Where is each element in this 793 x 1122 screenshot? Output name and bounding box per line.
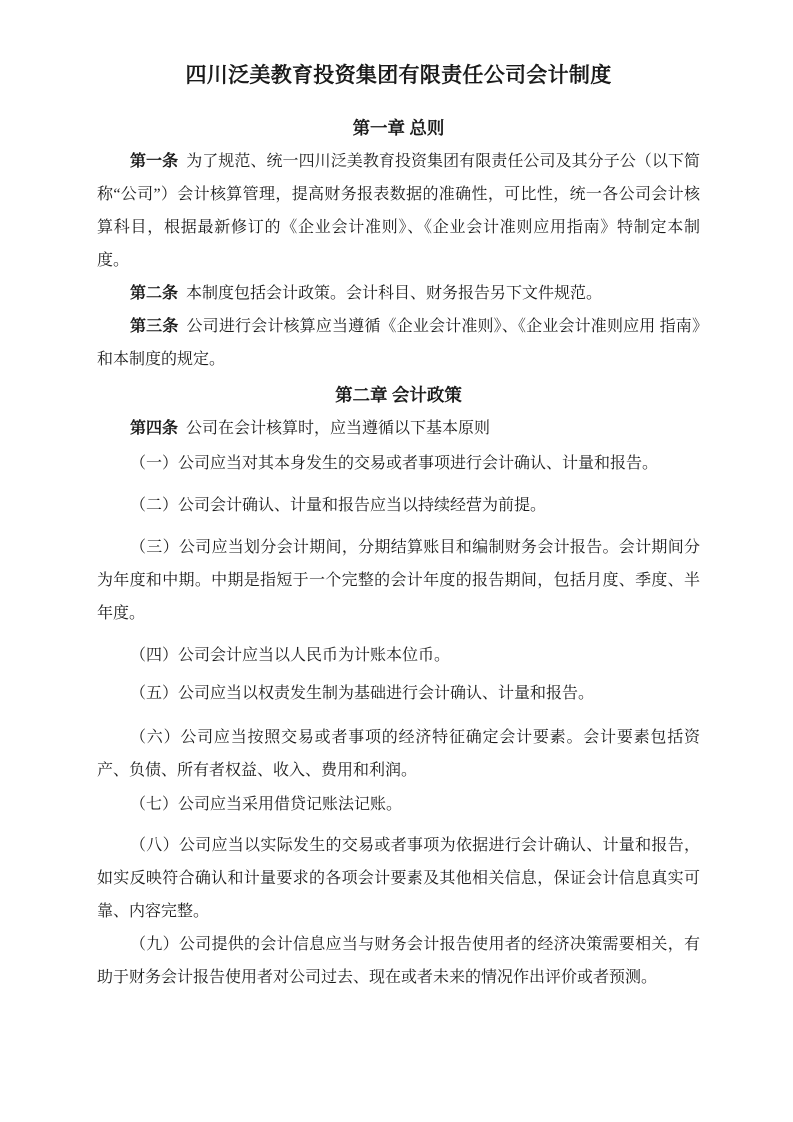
article-3 (97, 310, 700, 376)
principle-item-8: （八）公司应当以实际发生的交易或者事项为依据进行会计确认、计量和报告，如实反映符合确认和计量要求的各项会计要素及其他相关信息，保证会计信息真实可靠、内容完整。 (97, 837, 700, 920)
article-4 (97, 412, 700, 445)
article-2 (97, 277, 700, 310)
article-3-label: 第三条 (130, 318, 179, 335)
principle-item-2: （二）公司会计确认、计量和报告应当以持续经营为前提。 (130, 497, 547, 514)
article-2-label: 第二条 (130, 285, 179, 302)
principle-item-4: （四）公司会计应当以人民币为计账本位币。 (130, 647, 451, 664)
principle-item-6: （六）公司应当按照交易或者事项的经济特征确定会计要素。会计要素包括资产、负债、所有者权益、收入、费用和利润。 (97, 729, 700, 779)
chapter-2-heading: 第二章 会计政策 (335, 385, 462, 405)
article-4-label: 第四条 (130, 420, 179, 437)
document-title: 四川泛美教育投资集团有限责任公司会计制度 (185, 63, 612, 87)
article-2-text: 本制度包括会计政策。会计科目、财务报告另下文件规范。 (186, 285, 603, 302)
principle-item-7: （七）公司应当采用借贷记账法记账。 (130, 796, 403, 813)
principle-item-3: （三）公司应当划分会计期间，分期结算账目和编制财务会计报告。会计期间分为年度和中期。中期是指短于一个完整的会计年度的报告期间，包括月度、季度、半年度。 (97, 539, 700, 622)
principle-item-9: （九）公司提供的会计信息应当与财务会计报告使用者的经济决策需要相关，有助于财务会计报告使用者对公司过去、现在或者未来的情况作出评价或者预测。 (97, 936, 700, 986)
article-1-label: 第一条 (130, 153, 179, 170)
article-3-text: 公司进行会计核算应当遵循《企业会计准则》、《企业会计准则应用 指南》和本制度的规定。 (97, 318, 700, 368)
article-4-text: 公司在会计核算时，应当遵循以下基本原则 (186, 420, 491, 437)
article-1 (97, 145, 700, 277)
principle-item-5: （五）公司应当以权责发生制为基础进行会计确认、计量和报告。 (130, 685, 595, 702)
article-1-text: 为了规范、统一四川泛美教育投资集团有限责任公司及其分子公（以下简称“公司”）会计核算管理，提高财务报表数据的准确性，可比性，统一各公司会计核算科目，根据最新修订的《企业会计准则》、《企业会计准则应用指南》特制定本制度。 (97, 153, 700, 269)
principle-item-1: （一）公司应当对其本身发生的交易或者事项进行会计确认、计量和报告。 (130, 455, 659, 472)
chapter-1-heading: 第一章 总则 (352, 118, 445, 138)
